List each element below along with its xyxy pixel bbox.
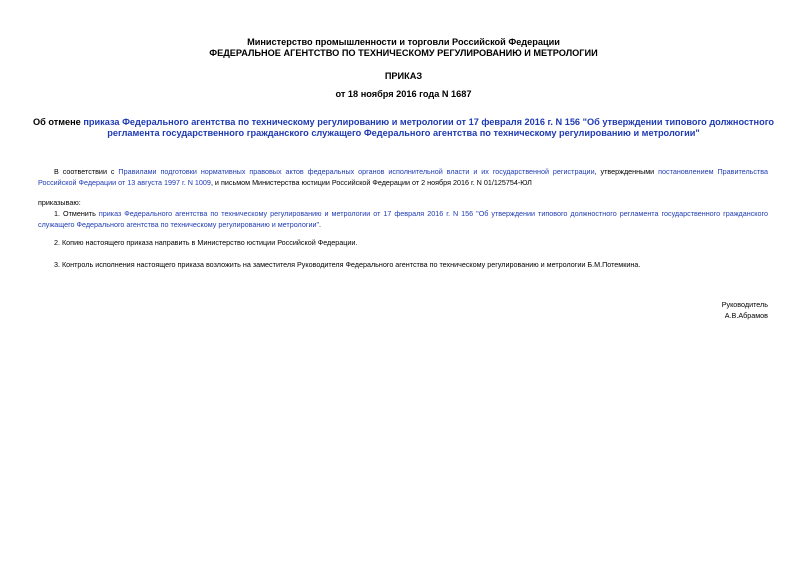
item1-prefix: 1. Отменить: [54, 209, 99, 218]
rules-link[interactable]: Правилами подготовки нормативных правовых актов федеральных органов исполнительной власти и их государственной регистрации: [118, 167, 595, 176]
ministry-heading: Министерство промышленности и торговли Российской Федерации: [247, 37, 560, 47]
preamble-text-2: , утвержденными: [594, 167, 659, 176]
order-item-3: 3. Контроль исполнения настоящего приказа возложить на заместителя Руководителя Федерального агентства по техническому регулированию и метрологии Б.М.Потемкина.: [54, 260, 641, 269]
date-number: от 18 ноября 2016 года N 1687: [335, 89, 472, 99]
preamble-text-3: , и письмом Министерства юстиции Российской Федерации от 2 ноября 2016 г. N 01/125754-ЮЛ: [210, 177, 532, 187]
item1-suffix: .: [319, 219, 322, 229]
signature-name: А.В.Абрамов: [724, 311, 768, 320]
order-item-2: 2. Копию настоящего приказа направить в Министерство юстиции Российской Федерации.: [54, 238, 358, 247]
preamble-paragraph: [38, 167, 768, 188]
title-link-line2[interactable]: регламента государственного гражданского служащего Федерального агентства по техническому регулированию и метрологии": [107, 128, 700, 138]
resolution-link[interactable]: постановлением Правительства Российской Федерации от 13 августа 1997 г. N 1009: [38, 167, 768, 187]
doc-type-heading: ПРИКАЗ: [384, 71, 423, 81]
document-title-line2: [0, 127, 807, 139]
signature-position: Руководитель: [721, 300, 768, 309]
cancelled-order-link[interactable]: приказ Федерального агентства по техническому регулированию и метрологии от 17 февраля 2016 г. N 156 "Об утверждении типового должностного регламента государственного гражданского служащего Федерального агентства по техническому регулированию и метрологии": [38, 209, 768, 229]
title-link-line1[interactable]: приказа Федерального агентства по техническому регулированию и метрологии от 17 февраля 2016 г. N 156 "Об утверждении типового должностного: [83, 117, 775, 127]
title-prefix: Об отмене: [32, 117, 84, 127]
agency-heading: ФЕДЕРАЛЬНОЕ АГЕНТСТВО ПО ТЕХНИЧЕСКОМУ РЕГУЛИРОВАНИЮ И МЕТРОЛОГИИ: [209, 48, 598, 58]
order-word: приказываю:: [38, 198, 81, 207]
preamble-text-1: В соответствии с: [54, 167, 119, 176]
order-item-1: [38, 209, 768, 230]
